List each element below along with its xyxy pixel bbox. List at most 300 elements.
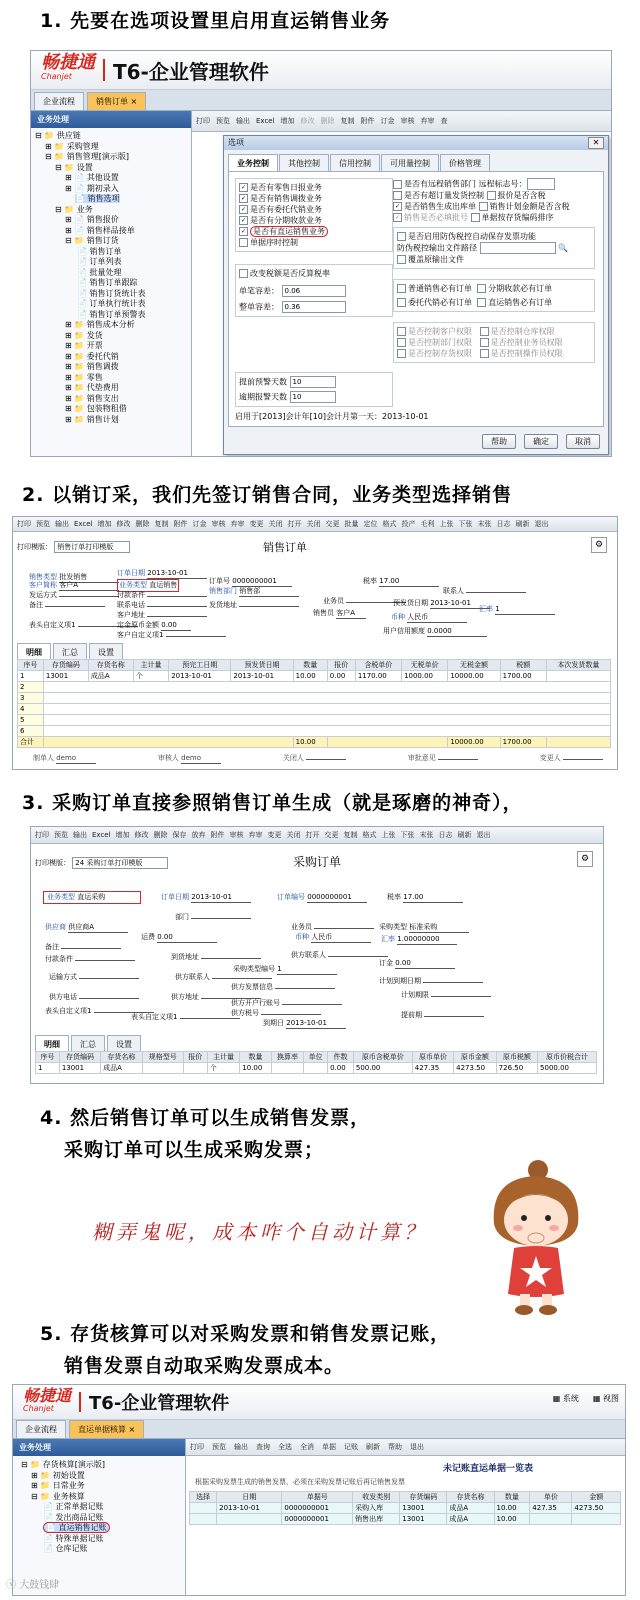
toolbar-item[interactable]: 上张 (439, 520, 454, 528)
single-tolerance-input[interactable]: 0.06 (282, 285, 346, 297)
tab-enterprise-flow[interactable]: 企业流程 (16, 1420, 66, 1438)
table-cell[interactable]: 0.00 (328, 1063, 354, 1074)
field-bank-account[interactable]: 供方开户行账号 (231, 999, 342, 1008)
field-supplier-invoice[interactable]: 供方发票信息 (231, 983, 335, 992)
field-salesman[interactable]: 业务员 (291, 923, 374, 932)
toolbar-item[interactable]: 弃审 (248, 831, 263, 839)
table-cell[interactable]: 销售出库 (353, 1514, 400, 1525)
toolbar-item[interactable]: 交更 (325, 520, 340, 528)
ok-button[interactable]: 确定 (524, 434, 558, 449)
toolbar-item[interactable]: Excel (92, 831, 111, 839)
table-cell[interactable] (217, 1514, 282, 1525)
field-due-date[interactable]: 到期日 2013-10-01 (263, 1019, 346, 1029)
toolbar-item[interactable]: 记账 (344, 1443, 358, 1451)
purchase-order-table (35, 1051, 597, 1074)
check-direct-sales[interactable]: ✓ 是否有直运销售业务 (239, 226, 389, 237)
check-customer-perm[interactable]: 是否控制客户权限 是否控制仓库权限 (397, 326, 591, 337)
check-recalc-tax[interactable]: 改变税额是否反算税率 (239, 268, 389, 279)
toolbar-item[interactable]: 刷新 (366, 1443, 380, 1451)
table-cell[interactable]: 1 (18, 671, 44, 682)
list-heading: 未记账直运单据一览表 (443, 1464, 534, 1474)
field-exchange-rate[interactable]: 汇率 1.00000000 (381, 935, 457, 945)
field-customer[interactable]: 客户简称 客户A (29, 581, 119, 591)
toolbar-item[interactable]: 关闭 (286, 831, 301, 839)
toolbar-item[interactable]: 上张 (381, 831, 396, 839)
tab-detail[interactable]: 明细 (35, 1035, 69, 1053)
table-cell[interactable]: 成品A (447, 1514, 494, 1525)
tree-item[interactable]: ⊟ 📁 销售管理[演示版] (45, 152, 129, 161)
footer-modifier: 变更人 (540, 753, 603, 764)
check-dept-perm[interactable]: 是否控制部门权限 是否控制业务员权限 (397, 337, 591, 348)
toolbar-output[interactable]: 输出 (236, 117, 250, 125)
check-stock-perm[interactable]: 是否控制存货权限 是否控制操作员权限 (397, 348, 591, 359)
check-remote-dept[interactable]: 是否有远程销售部门 远程标志号： (393, 178, 595, 190)
table-cell[interactable]: 10.00 (293, 671, 327, 682)
warn-days-input[interactable]: 10 (290, 376, 336, 388)
tab-summary[interactable]: 汇总 (71, 1035, 105, 1053)
field-header-custom[interactable]: 表头自定义项1 (29, 621, 138, 630)
tree-item[interactable]: ⊞ 📁 零售 (65, 372, 103, 382)
field-deposit-amount[interactable]: 定金原币金额 0.00 (117, 621, 191, 631)
tree-item[interactable]: 📄 订单列表 (77, 257, 122, 266)
tab-availability-control[interactable]: 可用量控制 (381, 154, 439, 172)
cancel-button[interactable]: 取消 (566, 434, 600, 449)
field-payment-terms[interactable]: 付款条件 (45, 955, 135, 964)
column-header: 税额 (500, 660, 546, 671)
toolbar-item[interactable]: 复制 (343, 831, 358, 839)
column-header: 原币单价 (412, 1052, 453, 1063)
table-cell[interactable]: 10.00 (494, 1503, 530, 1514)
tree-item[interactable]: ⊞ 📁 销售计划 (65, 414, 119, 424)
dialog-body (228, 171, 604, 427)
toolbar-item[interactable]: 修改 (116, 520, 131, 528)
field-header-custom[interactable]: 表头自定义项1 (45, 1007, 154, 1016)
toolbar-unapprove[interactable]: 弃审 (420, 117, 435, 125)
tree-item-direct-sales[interactable]: 📄 直运销售记账 (17, 1523, 181, 1534)
table-cell[interactable]: 2013-10-01 (231, 671, 293, 682)
table-row[interactable] (190, 1514, 621, 1525)
table-cell[interactable] (546, 671, 610, 682)
toolbar-item[interactable]: 预览 (212, 1443, 226, 1451)
toolbar-item[interactable]: 投产 (401, 520, 416, 528)
screenshot-purchase-order (30, 826, 604, 1084)
table-cell[interactable] (142, 1063, 183, 1074)
field-salesperson[interactable]: 业务员 (323, 597, 406, 606)
tree-item[interactable]: ⊞ 📁 包装物租借 (65, 404, 127, 413)
tab-sales-order[interactable]: 销售订单 × (87, 92, 146, 110)
search-icon[interactable]: 🔍 (558, 243, 569, 253)
tree-item[interactable]: 📄 销售订单 (77, 246, 122, 256)
field-supplier-phone[interactable]: 供方电话 (49, 993, 139, 1002)
table-cell[interactable]: 采购入库 (353, 1503, 400, 1514)
toolbar-item[interactable]: 输出 (73, 831, 87, 839)
tree-item[interactable]: ⊞ 📄 销售报价 (65, 215, 119, 224)
print-template-select[interactable]: 24 采购订单打印模版 (72, 857, 168, 869)
check-batch-required[interactable]: ✓ 销售是否必填批号 单据按存货编码排序 (394, 213, 554, 222)
help-button[interactable]: 帮助 (482, 434, 516, 449)
table-cell[interactable] (271, 1063, 304, 1074)
toolbar-item[interactable]: 变更 (267, 831, 282, 839)
toolbar-item[interactable]: 批量 (344, 520, 359, 528)
toolbar-copy[interactable]: 复制 (340, 117, 355, 125)
table-cell[interactable]: 1000.00 (402, 671, 448, 682)
table-cell[interactable]: 成品A (88, 671, 133, 682)
page-title: 销售订单 (263, 541, 307, 554)
table-cell[interactable]: 1 (36, 1063, 60, 1074)
table-cell[interactable]: 成品A (447, 1503, 494, 1514)
tree-item[interactable]: 📄 发出商品记账 (43, 1512, 104, 1522)
toolbar-preview[interactable]: 预览 (216, 117, 230, 125)
toolbar-excel[interactable]: Excel (256, 117, 275, 125)
toolbar-item[interactable]: 删除 (135, 520, 150, 528)
column-header: 收发类别 (353, 1492, 400, 1503)
table-row[interactable]: 4 (18, 704, 611, 715)
table-cell[interactable]: 10000.00 (448, 671, 500, 682)
toolbar-item[interactable]: 退出 (534, 520, 549, 528)
table-cell[interactable] (190, 1503, 217, 1514)
column-header: 存货编码 (43, 660, 88, 671)
table-cell[interactable] (183, 1063, 207, 1074)
check-retail-daily[interactable]: ✓ 是否有零售日报业务 (240, 183, 322, 192)
column-header: 日期 (217, 1492, 282, 1503)
field-planned-term[interactable]: 计划期限 (401, 991, 491, 1000)
tree-item[interactable]: ⊞ 📄 其他设置 (65, 173, 119, 182)
table-row[interactable] (190, 1503, 621, 1514)
table-cell[interactable]: 4273.50 (454, 1063, 497, 1074)
toolbar-item[interactable]: Excel (74, 520, 93, 528)
field-business-type[interactable]: 业务类型 直运采购 (43, 891, 141, 904)
field-lead-time[interactable]: 提前期 (401, 1011, 484, 1020)
check-generate-outbound[interactable]: ✓ 是否销售生成出库单 销售计划金额是否含税 (394, 202, 570, 211)
tree-item[interactable]: ⊟ 📁 存货核算[演示版] (21, 1460, 105, 1469)
tree-item[interactable]: ⊟ 📁 业务 (55, 204, 93, 214)
column-header: 报价 (183, 1052, 207, 1063)
field-contact-phone[interactable]: 联系电话 (117, 601, 207, 610)
toolbar-approve[interactable]: 审核 (400, 117, 415, 125)
check-normal-order[interactable]: 普通销售必有订单 分期收款必有订单 (397, 283, 591, 294)
table-cell[interactable]: 726.50 (496, 1063, 537, 1074)
field-seller[interactable]: 销售员 客户A (313, 609, 366, 619)
check-consignment[interactable]: ✓ 是否有委托代销业务 (240, 205, 322, 214)
toolbar-item[interactable]: 保存 (172, 831, 187, 839)
tree-item[interactable]: ⊞ 📄 期初录入 (65, 183, 119, 193)
table-cell[interactable] (304, 1063, 328, 1074)
tree-item[interactable]: ⊟ 📁 销售订货 (65, 236, 119, 245)
field-exchange-rate[interactable]: 汇率 1 (479, 605, 555, 615)
toolbar-item[interactable]: 预览 (36, 520, 50, 528)
toolbar-item[interactable]: 放弃 (191, 831, 206, 839)
tree-item[interactable]: 📄 销售订货统计表 (77, 288, 146, 298)
field-freight[interactable]: 运费 0.00 (141, 933, 217, 943)
table-cell[interactable]: 0000000001 (282, 1514, 353, 1525)
nav-tree (13, 1456, 185, 1559)
table-cell[interactable]: 2013-10-01 (217, 1503, 282, 1514)
toolbar-item[interactable]: 格式 (382, 520, 397, 528)
table-cell[interactable]: 4273.50 (572, 1503, 621, 1514)
table-header (36, 1052, 597, 1063)
field-order-date[interactable]: 订单日期 2013-10-01 (161, 893, 251, 903)
toolbar-item[interactable]: 打印 (35, 831, 49, 839)
check-tax-autosave[interactable]: 是否启用防伪税控自动保存发票功能 (397, 231, 591, 242)
toolbar-item[interactable]: 打开 (287, 520, 302, 528)
toolbar-item[interactable]: 审核 (229, 831, 244, 839)
table-row[interactable] (18, 671, 611, 682)
field-pre-ship-date[interactable]: 预发货日期 2013-10-01 (393, 599, 490, 609)
toolbar-item[interactable]: 定位 (363, 520, 378, 528)
toolbar-item[interactable]: 变更 (249, 520, 264, 528)
toolbar-item[interactable]: 订金 (192, 520, 207, 528)
table-cell[interactable] (572, 1514, 621, 1525)
tax-file-input[interactable] (480, 242, 556, 254)
table-row[interactable]: 5 (18, 715, 611, 726)
settings-icon[interactable]: ⚙ (577, 851, 593, 867)
tab-credit-control[interactable]: 信用控制 (330, 154, 380, 172)
toolbar-item[interactable]: 末张 (477, 520, 492, 528)
settings-icon[interactable]: ⚙ (591, 537, 607, 553)
sales-order-footer (33, 753, 603, 764)
table-cell[interactable]: 13001 (400, 1503, 447, 1514)
field-tax-rate[interactable]: 税率 17.00 (363, 577, 439, 587)
tree-item[interactable]: 📄 特殊单据记账 (43, 1533, 104, 1543)
field-customer-custom[interactable]: 客户自定义项1 (117, 631, 226, 640)
table-cell[interactable]: 500.00 (353, 1063, 412, 1074)
tab-direct-accounting[interactable]: 直运单据核算 × (69, 1420, 144, 1438)
column-header: 存货名称 (447, 1492, 494, 1503)
table-cell[interactable]: 13001 (400, 1514, 447, 1525)
table-row[interactable] (36, 1063, 597, 1074)
field-order-number[interactable]: 订单编号 0000000001 (277, 893, 367, 903)
tree-item[interactable]: ⊞ 📁 销售成本分析 (65, 320, 135, 329)
toolbar-item[interactable]: 关闭 (306, 520, 321, 528)
close-icon[interactable]: × (130, 97, 138, 106)
toolbar-item[interactable]: 弃审 (230, 520, 245, 528)
menu-system[interactable]: ▦ 系统 (552, 1394, 579, 1403)
toolbar-deposit[interactable]: 订金 (380, 117, 395, 125)
table-cell[interactable] (530, 1514, 572, 1525)
toolbar-edit[interactable]: 修改 (300, 117, 315, 125)
check-overwrite-file[interactable]: 覆盖原输出文件 (397, 254, 591, 265)
overdue-days-input[interactable]: 10 (290, 391, 336, 403)
toolbar-item[interactable]: 全消 (300, 1443, 314, 1451)
field-planned-date[interactable]: 计划到期日期 (379, 977, 483, 986)
field-remark[interactable]: 备注 (29, 601, 105, 610)
field-supplier-contact[interactable]: 供方联系人 (291, 951, 388, 960)
tree-item[interactable]: ⊟ 📁 设置 (55, 162, 93, 172)
toolbar-item[interactable]: 附件 (173, 520, 188, 528)
toolbar-item[interactable]: 单据 (322, 1443, 336, 1451)
table-cell[interactable]: 10.00 (240, 1063, 271, 1074)
field-purchase-type-code[interactable]: 采购类型编号 1 (233, 965, 337, 975)
toolbar-item[interactable]: 修改 (134, 831, 149, 839)
brand-title: T6-企业管理软件 (113, 59, 269, 84)
toolbar-item[interactable]: 打印 (190, 1443, 204, 1451)
table-cell[interactable]: 0.00 (327, 671, 355, 682)
field-order-number[interactable]: 订单号 0000000001 (209, 577, 292, 587)
field-deposit[interactable]: 订金 0.00 (379, 959, 455, 969)
tree-item-sales-options[interactable]: 📄 销售选项 (75, 194, 120, 203)
tree-item[interactable]: 📄 批量处理 (77, 267, 122, 277)
toolbar-item[interactable]: 退出 (410, 1443, 424, 1451)
field-payment-terms[interactable]: 付款条件 (117, 591, 207, 600)
check-installment[interactable]: ✓ 是否有分期收款业务 (240, 216, 322, 225)
tree-item[interactable]: 📄 销售订单预警表 (77, 309, 146, 319)
tree-item[interactable]: ⊞ 📄 销售样品接单 (65, 225, 135, 235)
tab-business-control[interactable]: 业务控制 (228, 154, 278, 172)
tree-item[interactable]: 📄 销售订单跟踪 (77, 278, 138, 287)
toolbar-item[interactable]: 预览 (54, 831, 68, 839)
tree-item[interactable]: ⊞ 📁 日常业务 (31, 1481, 85, 1490)
toolbar-item[interactable]: 刷新 (457, 831, 472, 839)
toolbar-item[interactable]: 下张 (458, 520, 473, 528)
table-cell[interactable]: 个 (207, 1063, 240, 1074)
toolbar-item[interactable]: 刷新 (515, 520, 530, 528)
total-tolerance-input[interactable]: 0.36 (282, 301, 346, 313)
toolbar-item[interactable]: 增加 (115, 831, 130, 839)
field-sales-dept[interactable]: 销售部门 销售部 (209, 587, 299, 597)
field-header-custom-2[interactable]: 表头自定义项1 (131, 1013, 240, 1022)
table-cell[interactable]: 427.35 (530, 1503, 572, 1514)
field-supplier-taxno[interactable]: 供方税号 (231, 1009, 321, 1018)
check-sales-transfer[interactable]: ✓ 是否有销售调拨业务 (240, 194, 322, 203)
tab-summary[interactable]: 汇总 (53, 643, 87, 661)
toolbar-item[interactable]: 输出 (234, 1443, 248, 1451)
toolbar-item[interactable]: 帮助 (388, 1443, 402, 1451)
field-ship-method[interactable]: 发运方式 (29, 591, 119, 600)
options-dialog (223, 135, 609, 455)
toolbar-add[interactable]: 增加 (280, 117, 295, 125)
toolbar-query[interactable]: 查 (440, 117, 448, 125)
tab-detail[interactable]: 明细 (17, 643, 51, 661)
toolbar-item[interactable]: 打开 (305, 831, 320, 839)
toolbar-delete[interactable]: 删除 (320, 117, 335, 125)
tree-item[interactable]: 📄 仓库记账 (43, 1544, 88, 1553)
single-tolerance-row: 单笔容差： 0.06 (239, 285, 389, 297)
toolbar-print[interactable]: 打印 (196, 117, 210, 125)
column-header: 预完工日期 (169, 660, 231, 671)
table-cell[interactable]: 个 (133, 671, 168, 682)
table-cell[interactable]: 0000000001 (282, 1503, 353, 1514)
toolbar-item[interactable]: 审核 (211, 520, 226, 528)
check-consign-order[interactable]: 委托代销必有订单 直运销售必有订单 (397, 297, 591, 308)
toolbar-item[interactable]: 交更 (324, 831, 339, 839)
toolbar-item[interactable]: 末张 (419, 831, 434, 839)
field-supplier-address[interactable]: 供方地址 (171, 993, 261, 1002)
field-tax-rate[interactable]: 税率 17.00 (387, 893, 463, 903)
field-currency[interactable]: 币种 人民币 (295, 933, 371, 943)
field-ship-address[interactable]: 发货地址 (209, 601, 299, 610)
table-cell[interactable]: 1700.00 (500, 671, 546, 682)
table-row[interactable]: 3 (18, 693, 611, 704)
check-sequence-control[interactable]: 单据序时控制 (239, 237, 389, 248)
toolbar-item[interactable]: 毛利 (420, 520, 435, 528)
table-cell[interactable]: 1170.00 (355, 671, 401, 682)
column-header: 件数 (328, 1052, 354, 1063)
field-supplier[interactable]: 供应商 供应商A (45, 923, 128, 933)
table-cell[interactable]: 2013-10-01 (169, 671, 231, 682)
toolbar-item[interactable]: 附件 (210, 831, 225, 839)
tree-item[interactable]: 📄 订单执行统计表 (77, 299, 146, 308)
toolbar-item[interactable]: 打印 (17, 520, 31, 528)
toolbar-item[interactable]: 日志 (438, 831, 453, 839)
tree-item[interactable]: 📄 正常单据记账 (43, 1502, 104, 1511)
field-credit-limit[interactable]: 用户信用额度 0.0000 (383, 627, 487, 637)
column-header: 单价 (530, 1492, 572, 1503)
tree-item[interactable]: ⊞ 📁 采购管理 (45, 141, 99, 151)
field-customer-address[interactable]: 客户地址 (117, 611, 207, 620)
tree-item[interactable]: ⊞ 📁 发货 (65, 330, 103, 340)
column-header: 含税单价 (355, 660, 401, 671)
table-cell[interactable]: 427.35 (412, 1063, 453, 1074)
print-template-select[interactable]: 销售订单打印模版 (54, 541, 130, 553)
toolbar-item[interactable]: 退出 (476, 831, 491, 839)
column-header: 数量 (293, 660, 327, 671)
field-delivery-address[interactable]: 到货地址 (171, 953, 261, 962)
field-department[interactable]: 部门 (175, 913, 251, 922)
tab-settings[interactable]: 设置 (107, 1035, 141, 1053)
field-purchase-type[interactable]: 采购类型 标准采购 (379, 923, 469, 933)
tab-price-management[interactable]: 价格管理 (440, 154, 490, 172)
tree-item[interactable]: ⊟ 📁 供应链 (35, 131, 81, 140)
tree-item[interactable]: ⊞ 📁 委托代销 (65, 351, 119, 361)
table-row[interactable]: 6 (18, 726, 611, 737)
field-order-date[interactable]: 订单日期 2013-10-01 (117, 569, 207, 579)
toolbar-item[interactable]: 增加 (97, 520, 112, 528)
toolbar-item[interactable]: 查询 (256, 1443, 270, 1451)
field-transport[interactable]: 运输方式 (49, 973, 139, 982)
tree-item[interactable]: ⊞ 📁 销售支出 (65, 393, 119, 403)
tab-other-control[interactable]: 其他控制 (279, 154, 329, 172)
tree-item[interactable]: ⊟ 📁 业务核算 (31, 1491, 85, 1501)
field-sales-type[interactable]: 销售类型 批发销售 (29, 573, 119, 583)
table-cell[interactable]: 13001 (43, 671, 88, 682)
field-supplier-contact-2[interactable]: 供方联系人 (175, 973, 272, 982)
table-cell[interactable]: 成品A (101, 1063, 142, 1074)
menu-view[interactable]: ▦ 视图 (592, 1394, 619, 1403)
tree-item[interactable]: ⊞ 📁 销售调拨 (65, 362, 119, 371)
tree-item[interactable]: ⊞ 📁 代垫费用 (65, 383, 119, 392)
toolbar-item[interactable]: 复制 (154, 520, 169, 528)
toolbar-item[interactable]: 格式 (362, 831, 377, 839)
field-remark[interactable]: 备注 (45, 943, 121, 952)
column-header: 序号 (36, 1052, 60, 1063)
column-header: 原币金额 (454, 1052, 497, 1063)
toolbar-item[interactable]: 全选 (278, 1443, 292, 1451)
table-cell[interactable]: 5000.00 (538, 1063, 597, 1074)
tree-item[interactable]: ⊞ 📁 初始设置 (31, 1470, 85, 1480)
close-icon[interactable]: ✕ (588, 137, 604, 149)
close-icon[interactable]: × (128, 1425, 136, 1434)
field-contact[interactable]: 联系人 (443, 587, 526, 596)
toolbar-item[interactable]: 删除 (153, 831, 168, 839)
toolbar-item[interactable]: 下张 (400, 831, 415, 839)
tree-item[interactable]: ⊞ 📁 开票 (65, 341, 103, 350)
table-row[interactable]: 2 (18, 682, 611, 693)
table-cell[interactable] (190, 1514, 217, 1525)
toolbar-attach[interactable]: 附件 (360, 117, 375, 125)
tab-settings[interactable]: 设置 (89, 643, 123, 661)
field-currency[interactable]: 币种 人民币 (391, 613, 467, 623)
dialog-buttons (482, 434, 600, 449)
table-cell[interactable]: 10.00 (494, 1514, 530, 1525)
toolbar-item[interactable]: 输出 (55, 520, 69, 528)
tab-enterprise-flow[interactable]: 企业流程 (34, 92, 84, 110)
table-cell[interactable]: 13001 (59, 1063, 100, 1074)
toolbar-item[interactable]: 日志 (496, 520, 511, 528)
check-overorder-ship[interactable]: 是否有超订量发货控制 报价是否含税 (393, 190, 595, 201)
direct-docs-table (189, 1491, 621, 1525)
field-business-type[interactable]: 业务类型 直运销售 (117, 579, 179, 592)
toolbar-item[interactable]: 关闭 (268, 520, 283, 528)
